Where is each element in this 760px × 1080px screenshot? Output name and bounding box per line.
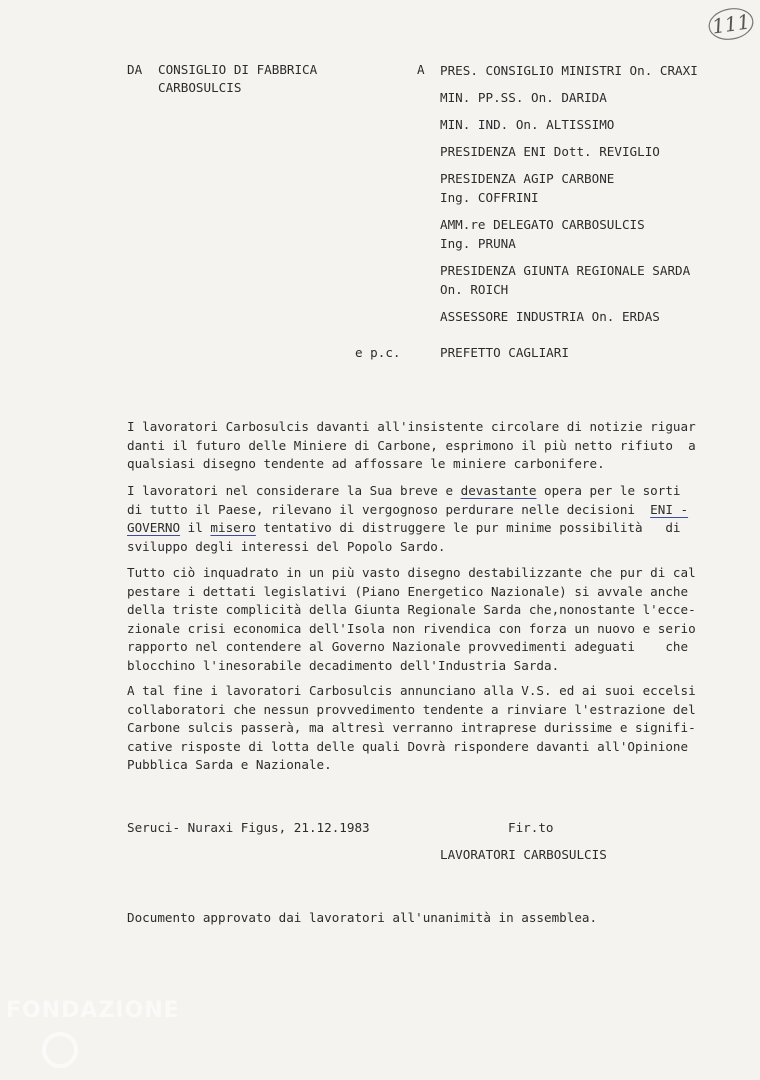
recipient-line: ASSESSORE INDUSTRIA On. ERDAS: [440, 309, 660, 324]
text-line: pestare i dettati legislativi (Piano Energetico Nazionale) si avvale anche: [127, 583, 689, 599]
recipient-block: [440, 308, 660, 327]
underlined-word: devastante: [460, 483, 537, 498]
text-run: I lavoratori nel considerare la Sua breve e: [127, 483, 461, 498]
archive-number-stamp: [706, 4, 756, 44]
archive-watermark: [0, 990, 180, 1080]
text-line: cative risposte di lotta delle quali Dovrà rispondere davanti all'Opinione: [127, 738, 689, 754]
approval-footnote: Documento approvato dai lavoratori all'unanimità in assemblea.: [127, 910, 598, 925]
recipient-block: [440, 216, 645, 253]
recipient-line: PRESIDENZA GIUNTA REGIONALE SARDA: [440, 263, 691, 278]
recipient-line: On. ROICH: [440, 281, 509, 297]
text-line: sviluppo degli interessi del Popolo Sardo.: [127, 538, 446, 554]
recipient-block: [440, 262, 690, 299]
watermark-text: FONDAZIONE: [6, 998, 180, 1023]
text-line: rapporto nel contendere al Governo Nazionale provvedimenti adeguati che: [127, 639, 689, 655]
text-run: opera per le sorti: [536, 483, 681, 498]
text-run: tentativo di distruggere le pur minime possibilità di: [255, 520, 681, 536]
underlined-word: GOVERNO: [127, 520, 181, 536]
recipient-line: PRESIDENZA AGIP CARBONE: [440, 171, 615, 186]
signatory: LAVORATORI CARBOSULCIS: [440, 847, 607, 862]
paragraph-1: [127, 418, 707, 474]
sender-line-2: CARBOSULCIS: [158, 80, 242, 95]
recipient-block: [440, 170, 614, 207]
cc-recipient: PREFETTO CAGLIARI: [440, 345, 569, 360]
text-line: blocchino l'inesorabile decadimento dell'Industria Sarda.: [127, 657, 560, 673]
recipient-line: MIN. IND. On. ALTISSIMO: [440, 117, 615, 132]
text-line: Pubblica Sarda e Nazionale.: [127, 757, 332, 773]
underlined-word: ENI -: [650, 501, 689, 517]
recipient-line: Ing. COFFRINI: [440, 189, 539, 205]
text-line: collaboratori che nessun provvedimento tendente a rinviare l'estrazione del: [127, 701, 696, 717]
signed-label: Fir.to: [508, 820, 554, 835]
recipient-block: [440, 62, 698, 81]
recipient-block: [440, 89, 607, 108]
text-line: danti il futuro delle Miniere di Carbone, esprimono il più netto rifiuto a: [127, 437, 696, 453]
recipient-line: PRES. CONSIGLIO MINISTRI On. CRAXI: [440, 63, 698, 78]
text-line: [127, 501, 707, 520]
recipient-line: AMM.re DELEGATO CARBOSULCIS: [440, 217, 645, 232]
recipient-marker: A: [417, 62, 425, 77]
recipient-block: [440, 116, 614, 135]
paragraph-2: [127, 482, 707, 556]
watermark-seal-icon: [40, 1030, 80, 1070]
text-line: Tutto ciò inquadrato in un più vasto disegno destabilizzante che pur di cal: [127, 565, 696, 580]
underlined-word: misero: [210, 520, 256, 536]
recipient-line: Ing. PRUNA: [440, 235, 516, 251]
recipient-line: MIN. PP.SS. On. DARIDA: [440, 90, 607, 105]
text-line: I lavoratori Carbosulcis davanti all'insistente circolare di notizie riguar: [127, 419, 696, 434]
cc-label: e p.c.: [355, 345, 401, 360]
text-line: Carbone sulcis passerà, ma altresì verranno intraprese durissime e signifi-: [127, 720, 696, 736]
sender-prefix: DA: [127, 62, 143, 77]
text-line: [127, 519, 707, 538]
text-line: della triste complicità della Giunta Regionale Sarda che,nonostante l'ecce-: [127, 602, 696, 618]
text-run: di tutto il Paese, rilevano il vergognoso perdurare nelle decisioni: [127, 501, 651, 517]
recipient-block: [440, 143, 660, 162]
text-line: qualsiasi disegno tendente ad affossare le miniere carbonifere.: [127, 456, 605, 472]
archive-number: 111: [710, 9, 752, 39]
text-run: il: [180, 520, 211, 536]
text-line: A tal fine i lavoratori Carbosulcis annunciano alla V.S. ed ai suoi eccelsi: [127, 683, 696, 698]
text-line: [127, 482, 707, 501]
paragraph-3: [127, 564, 707, 676]
recipient-line: PRESIDENZA ENI Dott. REVIGLIO: [440, 144, 660, 159]
text-line: zionale crisi economica dell'Isola non rivendica con forza un nuovo e serio: [127, 620, 696, 636]
paragraph-4: [127, 682, 707, 775]
sender-line-1: CONSIGLIO DI FABBRICA: [158, 62, 318, 77]
place-and-date: Seruci- Nuraxi Figus, 21.12.1983: [127, 820, 370, 835]
